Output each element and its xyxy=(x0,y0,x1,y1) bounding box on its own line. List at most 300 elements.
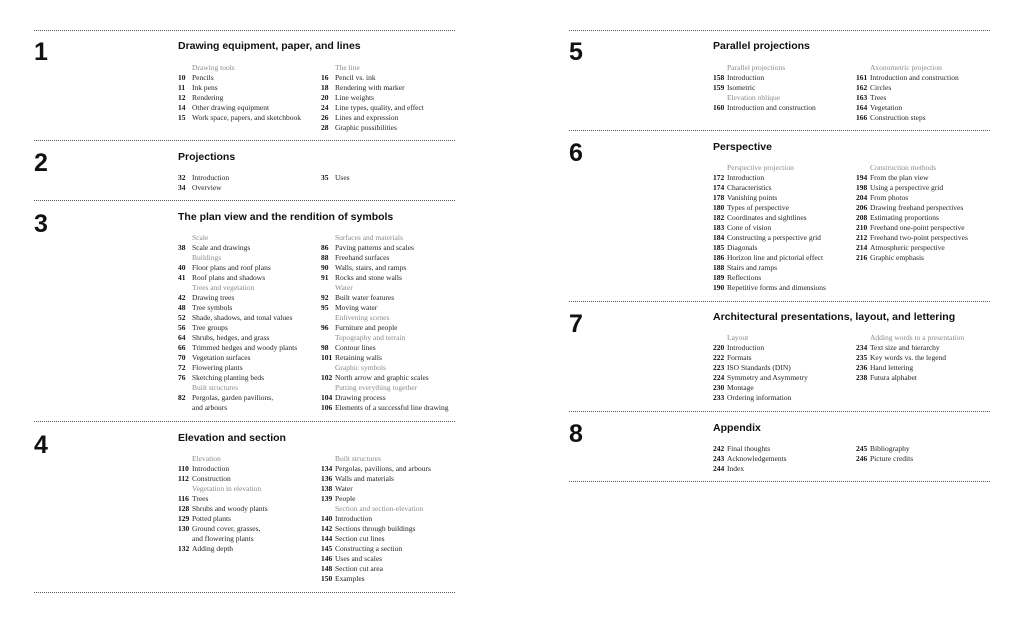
toc-entry[interactable] xyxy=(178,273,328,283)
entry-label: Freehand two-point perspectives xyxy=(870,233,968,242)
page-number: 132 xyxy=(178,544,190,553)
chapter-title[interactable]: Parallel projections xyxy=(713,40,810,52)
toc-entry[interactable] xyxy=(321,524,471,534)
toc-entry[interactable] xyxy=(856,444,1006,454)
toc-entry[interactable] xyxy=(321,173,471,183)
entry-label: Final thoughts xyxy=(727,444,771,453)
entry-label: Constructing a perspective grid xyxy=(727,233,821,242)
chapter-number: 8 xyxy=(569,420,583,448)
subheading-label: Layout xyxy=(727,333,749,342)
page-number xyxy=(713,163,727,173)
chapter-title[interactable]: Elevation and section xyxy=(178,432,286,444)
toc-entry[interactable] xyxy=(321,474,471,484)
page-number: 66 xyxy=(178,343,186,352)
toc-entry[interactable] xyxy=(713,273,863,283)
toc-column-left xyxy=(178,454,328,554)
toc-entry[interactable] xyxy=(856,103,1006,113)
toc-entry[interactable] xyxy=(713,193,863,203)
toc-entry[interactable] xyxy=(856,193,1006,203)
toc-entry[interactable] xyxy=(178,474,328,484)
toc-entry[interactable] xyxy=(178,494,328,504)
page-number: 130 xyxy=(178,524,190,533)
toc-column-right xyxy=(856,63,1006,123)
entry-label: Freehand one-point perspective xyxy=(870,223,965,232)
divider xyxy=(34,592,455,593)
toc-entry[interactable] xyxy=(856,213,1006,223)
subheading-label: Elevation xyxy=(192,454,221,463)
page-number: 186 xyxy=(713,253,725,262)
page-number: 91 xyxy=(321,273,329,282)
page-number: 72 xyxy=(178,363,186,372)
toc-subheading xyxy=(321,283,471,293)
toc-subheading xyxy=(856,163,1006,173)
entry-label: Construction xyxy=(192,474,231,483)
page-number: 32 xyxy=(178,173,186,182)
toc-entry[interactable] xyxy=(713,103,863,113)
entry-label: Introduction xyxy=(727,173,765,182)
page-number: 26 xyxy=(321,113,329,122)
toc-subheading xyxy=(321,313,471,323)
toc-entry[interactable] xyxy=(856,73,1006,83)
page-number xyxy=(856,333,870,343)
page-number: 198 xyxy=(856,183,868,192)
page-number: 204 xyxy=(856,193,868,202)
toc-entry[interactable] xyxy=(713,353,863,363)
page-number: 224 xyxy=(713,373,725,382)
toc-entry[interactable] xyxy=(178,534,328,544)
toc-entry[interactable] xyxy=(178,263,328,273)
toc-entry[interactable] xyxy=(321,253,471,263)
toc-entry[interactable] xyxy=(321,103,471,113)
chapter-number: 1 xyxy=(34,38,48,66)
toc-entry[interactable] xyxy=(321,113,471,123)
page-number: 212 xyxy=(856,233,868,242)
divider xyxy=(34,421,455,422)
entry-label: Symmetry and Asymmetry xyxy=(727,373,808,382)
entry-label: Shrubs, hedges, and grass xyxy=(192,333,270,342)
toc-entry[interactable] xyxy=(856,93,1006,103)
entry-label: Built water features xyxy=(335,293,395,302)
chapter-title[interactable]: Architectural presentations, layout, and lettering xyxy=(713,311,956,323)
entry-label: Paving patterns and scales xyxy=(335,243,414,252)
chapter-number: 5 xyxy=(569,38,583,66)
page-number: 164 xyxy=(856,103,868,112)
toc-subheading xyxy=(178,383,328,393)
page-number xyxy=(321,383,335,393)
toc-entry[interactable] xyxy=(321,343,471,353)
toc-entry[interactable] xyxy=(713,173,863,183)
page-number xyxy=(713,93,727,103)
toc-entry[interactable] xyxy=(178,524,328,534)
toc-entry[interactable] xyxy=(713,223,863,233)
toc-entry[interactable] xyxy=(178,103,328,113)
entry-label: Shrubs and woody plants xyxy=(192,504,268,513)
page-number: 90 xyxy=(321,263,329,272)
toc-entry[interactable] xyxy=(856,343,1006,353)
chapter-title[interactable]: Drawing equipment, paper, and lines xyxy=(178,40,361,52)
page-number: 166 xyxy=(856,113,868,122)
page-number xyxy=(321,63,335,73)
toc-entry[interactable] xyxy=(856,83,1006,93)
toc-entry[interactable] xyxy=(856,203,1006,213)
toc-entry[interactable] xyxy=(856,223,1006,233)
page-number: 223 xyxy=(713,363,725,372)
toc-entry[interactable] xyxy=(178,323,328,333)
page-number: 40 xyxy=(178,263,186,272)
toc-entry[interactable] xyxy=(178,293,328,303)
page-number: 244 xyxy=(713,464,725,473)
toc-entry[interactable] xyxy=(178,183,328,193)
entry-label: Pergolas, pavilions, and arbours xyxy=(335,464,431,473)
page-number: 172 xyxy=(713,173,725,182)
toc-entry[interactable] xyxy=(713,363,863,373)
toc-entry[interactable] xyxy=(713,253,863,263)
page-number: 82 xyxy=(178,393,186,402)
page-number: 194 xyxy=(856,173,868,182)
entry-label: Introduction and construction xyxy=(727,103,816,112)
page-number: 20 xyxy=(321,93,329,102)
entry-label: Futura alphabet xyxy=(870,373,917,382)
toc-entry[interactable] xyxy=(713,83,863,93)
toc-subheading xyxy=(178,63,328,73)
toc-entry[interactable] xyxy=(856,113,1006,123)
toc-entry[interactable] xyxy=(178,243,328,253)
subheading-label: Enlivening scenes xyxy=(335,313,390,322)
toc-entry[interactable] xyxy=(713,343,863,353)
toc-entry[interactable] xyxy=(321,83,471,93)
page-number xyxy=(178,63,192,73)
toc-column-left xyxy=(713,63,863,113)
toc-entry[interactable] xyxy=(321,574,471,584)
toc-entry[interactable] xyxy=(178,73,328,83)
entry-label: Vanishing points xyxy=(727,193,778,202)
entry-label: Reflections xyxy=(727,273,762,282)
subheading-label: Parallel projections xyxy=(727,63,786,72)
toc-entry[interactable] xyxy=(856,243,1006,253)
entry-label: Isometric xyxy=(727,83,756,92)
toc-column-left xyxy=(713,333,863,403)
page-number: 34 xyxy=(178,183,186,192)
toc-entry[interactable] xyxy=(856,363,1006,373)
page-number: 92 xyxy=(321,293,329,302)
entry-label: Uses xyxy=(335,173,350,182)
page-number: 104 xyxy=(321,393,333,402)
page-number: 88 xyxy=(321,253,329,262)
page-number: 185 xyxy=(713,243,725,252)
page-number: 70 xyxy=(178,353,186,362)
page-number: 24 xyxy=(321,103,329,112)
toc-entry[interactable] xyxy=(178,464,328,474)
toc-entry[interactable] xyxy=(178,544,328,554)
toc-entry[interactable] xyxy=(178,514,328,524)
toc-subheading xyxy=(321,233,471,243)
page-number: 214 xyxy=(856,243,868,252)
page-number: 101 xyxy=(321,353,333,362)
entry-label: Line types, quality, and effect xyxy=(335,103,424,112)
toc-entry[interactable] xyxy=(856,183,1006,193)
chapter-title[interactable]: Perspective xyxy=(713,141,772,153)
page-number: 96 xyxy=(321,323,329,332)
entry-label: Coordinates and sightlines xyxy=(727,213,807,222)
toc-subheading xyxy=(321,63,471,73)
toc-entry[interactable] xyxy=(713,183,863,193)
toc-entry[interactable] xyxy=(178,373,328,383)
toc-entry[interactable] xyxy=(856,373,1006,383)
entry-label: Rendering with marker xyxy=(335,83,405,92)
toc-subheading xyxy=(178,283,328,293)
toc-entry[interactable] xyxy=(713,263,863,273)
entry-label: Flowering plants xyxy=(192,363,243,372)
entry-label: Repetitive forms and dimensions xyxy=(727,283,826,292)
entry-label: Graphic possibilities xyxy=(335,123,397,132)
entry-label: and arbours xyxy=(192,403,228,412)
toc-entry[interactable] xyxy=(178,353,328,363)
subheading-label: Perspective projection xyxy=(727,163,794,172)
page-number: 18 xyxy=(321,83,329,92)
entry-label: Ink pens xyxy=(192,83,218,92)
page-number: 222 xyxy=(713,353,725,362)
entry-label: Retaining walls xyxy=(335,353,382,362)
page-number xyxy=(321,313,335,323)
toc-entry[interactable] xyxy=(178,504,328,514)
page-number: 11 xyxy=(178,83,186,92)
entry-label: Line weights xyxy=(335,93,374,102)
page-number: 230 xyxy=(713,383,725,392)
page-number: 42 xyxy=(178,293,186,302)
toc-entry[interactable] xyxy=(713,373,863,383)
toc-entry[interactable] xyxy=(713,213,863,223)
page-number xyxy=(856,63,870,73)
toc-entry[interactable] xyxy=(321,544,471,554)
entry-label: From photos xyxy=(870,193,909,202)
toc-entry[interactable] xyxy=(856,173,1006,183)
page-number: 136 xyxy=(321,474,333,483)
entry-label: Other drawing equipment xyxy=(192,103,270,112)
page-number: 206 xyxy=(856,203,868,212)
toc-subheading xyxy=(713,93,863,103)
page-number: 116 xyxy=(178,494,189,503)
toc-subheading xyxy=(178,233,328,243)
toc-entry[interactable] xyxy=(713,383,863,393)
entry-label: Walls and materials xyxy=(335,474,394,483)
subheading-label: Surfaces and materials xyxy=(335,233,403,242)
entry-label: Pencil vs. ink xyxy=(335,73,376,82)
entry-label: and flowering plants xyxy=(192,534,254,543)
toc-entry[interactable] xyxy=(178,333,328,343)
chapter-number: 2 xyxy=(34,149,48,177)
page-number xyxy=(321,363,335,373)
page-number: 238 xyxy=(856,373,868,382)
toc-entry[interactable] xyxy=(713,73,863,83)
toc-entry[interactable] xyxy=(321,323,471,333)
toc-entry[interactable] xyxy=(321,484,471,494)
entry-label: Potted plants xyxy=(192,514,231,523)
page-number: 64 xyxy=(178,333,186,342)
entry-label: Scale and drawings xyxy=(192,243,251,252)
page-number: 112 xyxy=(178,474,189,483)
toc-entry[interactable] xyxy=(178,113,328,123)
toc-entry[interactable] xyxy=(713,464,863,474)
toc-column-right xyxy=(321,173,471,183)
page-number: 28 xyxy=(321,123,329,132)
page-number: 102 xyxy=(321,373,333,382)
entry-label: Introduction and construction xyxy=(870,73,959,82)
page-number: 208 xyxy=(856,213,868,222)
chapter-title[interactable]: Projections xyxy=(178,151,236,163)
toc-entry[interactable] xyxy=(178,173,328,183)
page-number: 182 xyxy=(713,213,725,222)
toc-entry[interactable] xyxy=(713,233,863,243)
page-number xyxy=(178,484,192,494)
page-number xyxy=(856,163,870,173)
toc-entry[interactable] xyxy=(321,73,471,83)
entry-label: Picture credits xyxy=(870,454,914,463)
page-number: 236 xyxy=(856,363,868,372)
entry-label: Floor plans and roof plans xyxy=(192,263,271,272)
page-number: 234 xyxy=(856,343,868,352)
entry-label: Uses and scales xyxy=(335,554,383,563)
toc-column-right xyxy=(856,163,1006,263)
toc-entry[interactable] xyxy=(321,353,471,363)
subheading-label: Construction methods xyxy=(870,163,937,172)
entry-label: Bibliography xyxy=(870,444,910,453)
toc-subheading xyxy=(856,333,1006,343)
divider xyxy=(569,130,990,131)
toc-subheading xyxy=(321,454,471,464)
toc-entry[interactable] xyxy=(713,393,863,403)
entry-label: Pencils xyxy=(192,73,214,82)
page-number: 134 xyxy=(321,464,333,473)
divider xyxy=(34,30,455,31)
subheading-label: Built structures xyxy=(335,454,382,463)
toc-entry[interactable] xyxy=(178,343,328,353)
toc-column-right xyxy=(321,233,471,413)
toc-entry[interactable] xyxy=(178,363,328,373)
toc-subheading xyxy=(178,454,328,464)
entry-label: Constructing a section xyxy=(335,544,403,553)
toc-entry[interactable] xyxy=(321,263,471,273)
toc-entry[interactable] xyxy=(321,273,471,283)
chapter-title[interactable]: The plan view and the rendition of symbols xyxy=(178,211,394,223)
page-number: 35 xyxy=(321,173,329,182)
toc-entry[interactable] xyxy=(321,293,471,303)
toc-entry[interactable] xyxy=(321,123,471,133)
entry-label: Text size and hierarchy xyxy=(870,343,940,352)
toc-entry[interactable] xyxy=(178,83,328,93)
page-number: 138 xyxy=(321,484,333,493)
toc-entry[interactable] xyxy=(321,554,471,564)
entry-label: Walls, stairs, and ramps xyxy=(335,263,407,272)
entry-label: Trees xyxy=(870,93,887,102)
toc-entry[interactable] xyxy=(178,93,328,103)
subheading-label: Putting everything together xyxy=(335,383,418,392)
divider xyxy=(569,30,990,31)
divider xyxy=(569,481,990,482)
toc-column-left xyxy=(713,163,863,293)
toc-entry[interactable] xyxy=(713,283,863,293)
toc-column-left xyxy=(713,444,863,474)
toc-entry[interactable] xyxy=(713,203,863,213)
toc-column-left xyxy=(178,233,328,413)
page-number xyxy=(321,454,335,464)
chapter-title[interactable]: Appendix xyxy=(713,422,761,434)
toc-entry[interactable] xyxy=(321,373,471,383)
toc-entry[interactable] xyxy=(178,313,328,323)
toc-entry[interactable] xyxy=(178,403,328,413)
toc-entry[interactable] xyxy=(856,454,1006,464)
toc-entry[interactable] xyxy=(856,233,1006,243)
entry-label: Trimmed hedges and woody plants xyxy=(192,343,298,352)
page-number xyxy=(178,233,192,243)
toc-entry[interactable] xyxy=(321,403,471,413)
toc-entry[interactable] xyxy=(321,243,471,253)
page-number: 235 xyxy=(856,353,868,362)
toc-entry[interactable] xyxy=(321,564,471,574)
toc-entry[interactable] xyxy=(321,494,471,504)
page-number: 110 xyxy=(178,464,189,473)
page-number: 144 xyxy=(321,534,333,543)
page-number: 48 xyxy=(178,303,186,312)
page-number: 174 xyxy=(713,183,725,192)
toc-entry[interactable] xyxy=(321,303,471,313)
subheading-label: Drawing tools xyxy=(192,63,235,72)
entry-label: Formats xyxy=(727,353,752,362)
toc-entry[interactable] xyxy=(321,393,471,403)
page-number: 146 xyxy=(321,554,333,563)
page-number xyxy=(713,63,727,73)
page-number: 129 xyxy=(178,514,190,523)
subheading-label: Topography and terrain xyxy=(335,333,406,342)
page-number xyxy=(178,253,192,263)
entry-label: Lines and expression xyxy=(335,113,399,122)
toc-entry[interactable] xyxy=(856,353,1006,363)
entry-label: Estimating proportions xyxy=(870,213,939,222)
toc-subheading xyxy=(856,63,1006,73)
toc-entry[interactable] xyxy=(321,464,471,474)
page-number: 142 xyxy=(321,524,333,533)
toc-entry[interactable] xyxy=(321,514,471,524)
toc-entry[interactable] xyxy=(713,454,863,464)
entry-label: Construction steps xyxy=(870,113,926,122)
entry-label: Vegetation xyxy=(870,103,903,112)
toc-subheading xyxy=(178,253,328,263)
toc-entry[interactable] xyxy=(321,93,471,103)
entry-label: Contour lines xyxy=(335,343,376,352)
toc-entry[interactable] xyxy=(856,253,1006,263)
page-number xyxy=(321,283,335,293)
toc-entry[interactable] xyxy=(713,243,863,253)
entry-label: Furniture and people xyxy=(335,323,398,332)
toc-entry[interactable] xyxy=(178,393,328,403)
entry-label: Water xyxy=(335,484,353,493)
toc-entry[interactable] xyxy=(321,534,471,544)
toc-entry[interactable] xyxy=(713,444,863,454)
page-number: 95 xyxy=(321,303,329,312)
page-number: 56 xyxy=(178,323,186,332)
page-number: 38 xyxy=(178,243,186,252)
divider xyxy=(34,140,455,141)
page-number: 145 xyxy=(321,544,333,553)
entry-label: Graphic emphasis xyxy=(870,253,924,262)
entry-label: Introduction xyxy=(727,343,765,352)
subheading-label: The line xyxy=(335,63,360,72)
entry-label: Acknowledgements xyxy=(727,454,787,463)
toc-entry[interactable] xyxy=(178,303,328,313)
page-number: 15 xyxy=(178,113,186,122)
entry-label: Key words vs. the legend xyxy=(870,353,947,362)
subheading-label: Axonometric projection xyxy=(870,63,942,72)
entry-label: Horizon line and pictorial effect xyxy=(727,253,824,262)
